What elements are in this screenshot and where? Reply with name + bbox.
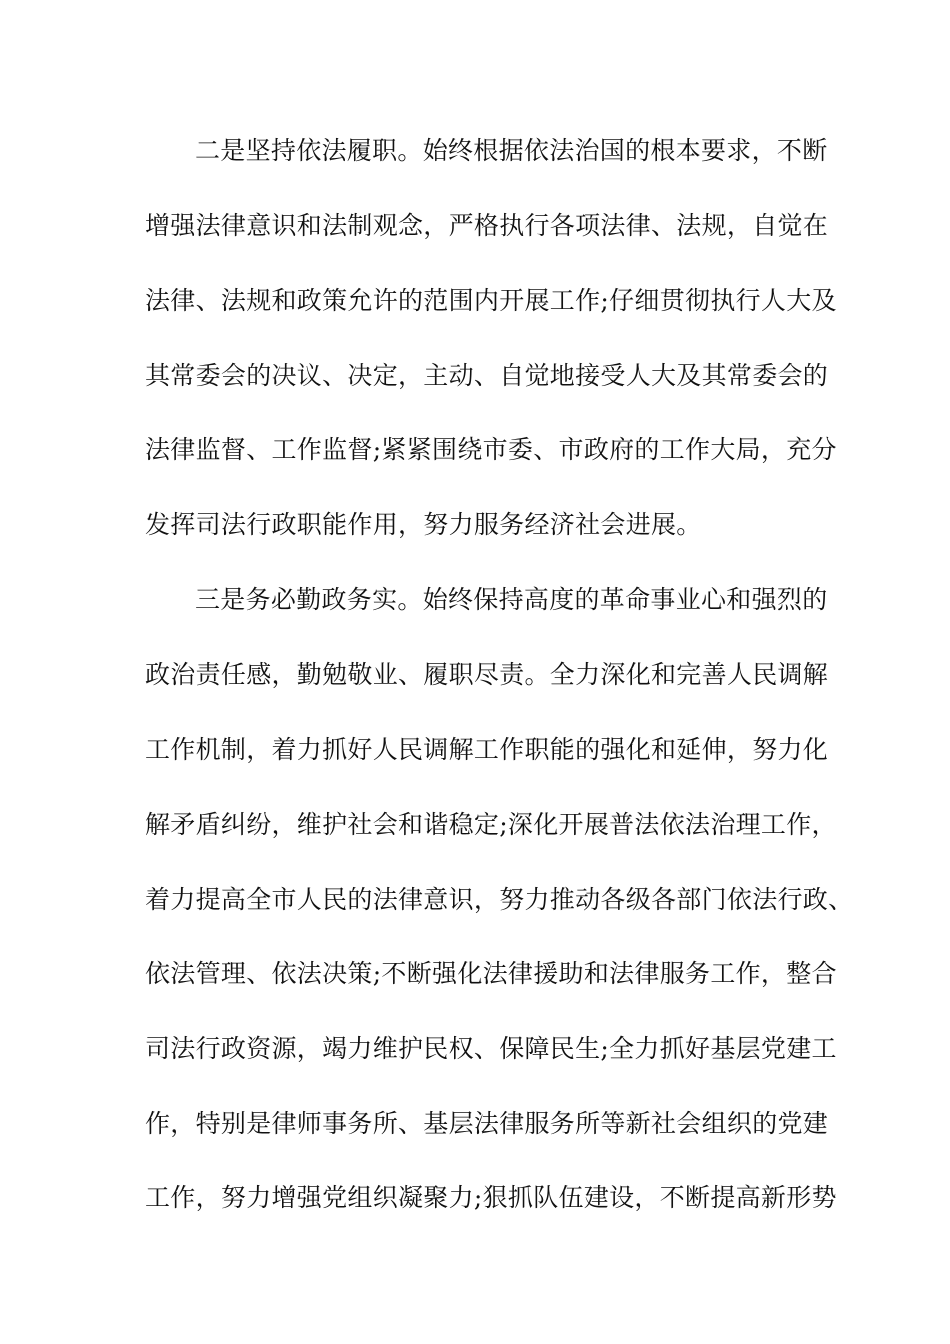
paragraph-2-line-1: 三是务必勤政务实。始终保持高度的革命事业心和强烈的 [195,585,828,614]
paragraph-2-line-4: 解矛盾纠纷，维护社会和谐稳定;深化开展普法依法治理工作， [145,810,837,839]
paragraph-2-line-8: 作，特别是律师事务所、基层法律服务所等新社会组织的党建 [145,1109,829,1138]
paragraph-2-line-9: 工作，努力增强党组织凝聚力;狠抓队伍建设，不断提高新形势 [145,1183,837,1212]
paragraph-2-line-6: 依法管理、依法决策;不断强化法律援助和法律服务工作，整合 [145,959,837,988]
paragraph-2-line-5: 着力提高全市人民的法律意识，努力推动各级各部门依法行政、 [145,885,854,914]
paragraph-2-line-3: 工作机制，着力抓好人民调解工作职能的强化和延伸，努力化 [145,735,829,764]
paragraph-1-line-1: 二是坚持依法履职。始终根据依法治国的根本要求，不断 [195,136,828,165]
paragraph-1-line-2: 增强法律意识和法制观念，严格执行各项法律、法规，自觉在 [145,211,829,240]
paragraph-2-line-7: 司法行政资源，竭力维护民权、保障民生;全力抓好基层党建工 [145,1034,837,1063]
paragraph-1-line-3: 法律、法规和政策允许的范围内开展工作;仔细贯彻执行人大及 [145,286,837,315]
paragraph-2-line-2: 政治责任感，勤勉敬业、履职尽责。全力深化和完善人民调解 [145,660,829,689]
paragraph-1-line-6: 发挥司法行政职能作用，努力服务经济社会进展。 [145,510,702,539]
paragraph-1-line-5: 法律监督、工作监督;紧紧围绕市委、市政府的工作大局，充分 [145,435,837,464]
paragraph-1-line-4: 其常委会的决议、决定，主动、自觉地接受人大及其常委会的 [145,361,829,390]
